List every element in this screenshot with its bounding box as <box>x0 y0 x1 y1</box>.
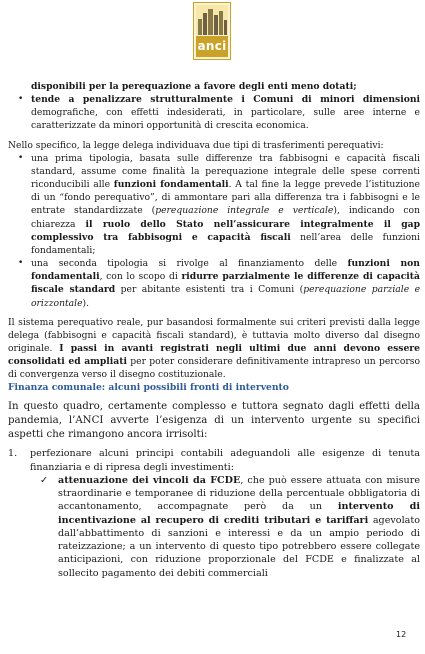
bullet-icon: • <box>18 152 24 163</box>
bullet-text: demografiche, con effetti indesiderati, in particolare, sulle aree interne e caratterizzate da minori opportunità di crescita economica. <box>31 107 420 132</box>
text-italic: perequazione integrale e verticale <box>155 205 334 217</box>
list-item <box>8 80 420 93</box>
logo-wordmark: anci <box>197 39 227 53</box>
main-content <box>8 80 420 580</box>
numbered-list <box>8 447 420 579</box>
page-number: 12 <box>396 630 407 639</box>
text-bold: funzioni fondamentali <box>113 179 229 191</box>
bullet-icon: • <box>18 258 24 269</box>
bullet-list-1 <box>8 80 420 133</box>
text-run: una seconda tipologia si rivolge al finanziamento delle <box>31 258 348 270</box>
list-item <box>8 257 420 310</box>
text-italic: perequazione parziale e orizzontale <box>31 284 421 309</box>
item-text: perfezionare alcuni principi contabili adeguandoli alle esigenze di tenuta finanziaria e di ripresa degli investimenti: <box>30 448 420 473</box>
check-item <box>30 474 420 580</box>
text-run: ). <box>82 297 90 309</box>
text-run: . A tal fine la legge prevede l’istituzione di un “fondo perequativo”, di ammontare pari alla differenza tra i fabbisogni e le entrate standardizzate ( <box>31 179 420 217</box>
anci-logo <box>193 2 231 60</box>
bullet-icon: • <box>18 94 24 105</box>
bullet-text: disponibili per la perequazione a favore degli enti meno dotati; <box>31 81 357 92</box>
text-run: per abitante esistenti tra i Comuni ( <box>115 284 304 296</box>
text-run: , che può essere attuata con misure straordinarie e temporanee di riduzione della percentuale obbligatoria di accantonamento, accompagnate però da un <box>58 474 421 513</box>
paragraph-intro: Nello specifico, la legge delega individuava due tipi di trasferimenti perequativi: <box>8 139 384 151</box>
text-bold: attenuazione dei vincoli da FCDE <box>58 474 241 486</box>
city-skyline-icon <box>196 5 228 35</box>
text-bold: funzioni non fondamentali <box>31 258 420 283</box>
bullet-bold: tende a penalizzare strutturalmente i Comuni di minori dimensioni <box>31 94 420 106</box>
text-run: Il sistema perequativo reale, pur basandosi formalmente sui criteri previsti dalla legge delega (fabbisogni e capacità fiscali standard), è tuttavia molto diverso dal disegno originale. <box>8 316 420 354</box>
item-number: 1. <box>8 448 18 460</box>
text-run: una prima tipologia, basata sulle differenze tra fabbisogni e capacità fiscali standard, assume come finalità la perequazione integrale delle spese correnti riconducibili alle <box>31 152 420 191</box>
text-bold: intervento di incentivazione al recupero di crediti tributari e tariffari <box>58 501 421 526</box>
paragraph-lead: In questo quadro, certamente complesso e tuttora segnato dagli effetti della pandemia, l’ANCI avverte l’esigenza di un intervento urgente su specifici aspetti che rimangono ancora irrisolti: <box>8 400 420 441</box>
list-item <box>8 152 420 257</box>
text-run: ), indicando con chiarezza <box>31 205 420 230</box>
text-run: nell’area delle funzioni fondamentali; <box>31 231 420 256</box>
bullet-list-2 <box>8 152 420 310</box>
paragraph-sistema <box>8 316 420 382</box>
text-run: , con lo scopo di <box>99 271 182 283</box>
check-list <box>30 474 420 580</box>
list-item <box>8 93 420 132</box>
text-bold: I passi in avanti registrati negli ultimi due anni devono essere consolidati ed ampliati <box>8 342 420 368</box>
text-run: per poter considerare definitivamente intrapreso un percorso di convergenza verso il disegno costituzionale. <box>8 356 420 381</box>
text-run: agevolato dall’abbattimento di sanzioni e interessi e da un ampio periodo di rateizzazione; a un intervento di questo tipo potrebbero essere collegate anticipazioni, con riduzione proporzionale del FCDE e finalizzate al sollecito pagamento dei debiti commerciali <box>58 514 420 579</box>
numbered-item <box>8 447 420 579</box>
section-heading: Finanza comunale: alcuni possibili fronti di intervento <box>8 382 289 394</box>
text-bold: ridurre parzialmente le differenze di capacità fiscale standard <box>31 271 420 296</box>
checkmark-icon: ✓ <box>40 474 49 486</box>
text-bold: il ruolo dello Stato nell’assicurare integralmente il gap complessivo tra fabbisogni e capacità fiscali <box>31 218 420 243</box>
logo-skyline <box>196 5 228 35</box>
